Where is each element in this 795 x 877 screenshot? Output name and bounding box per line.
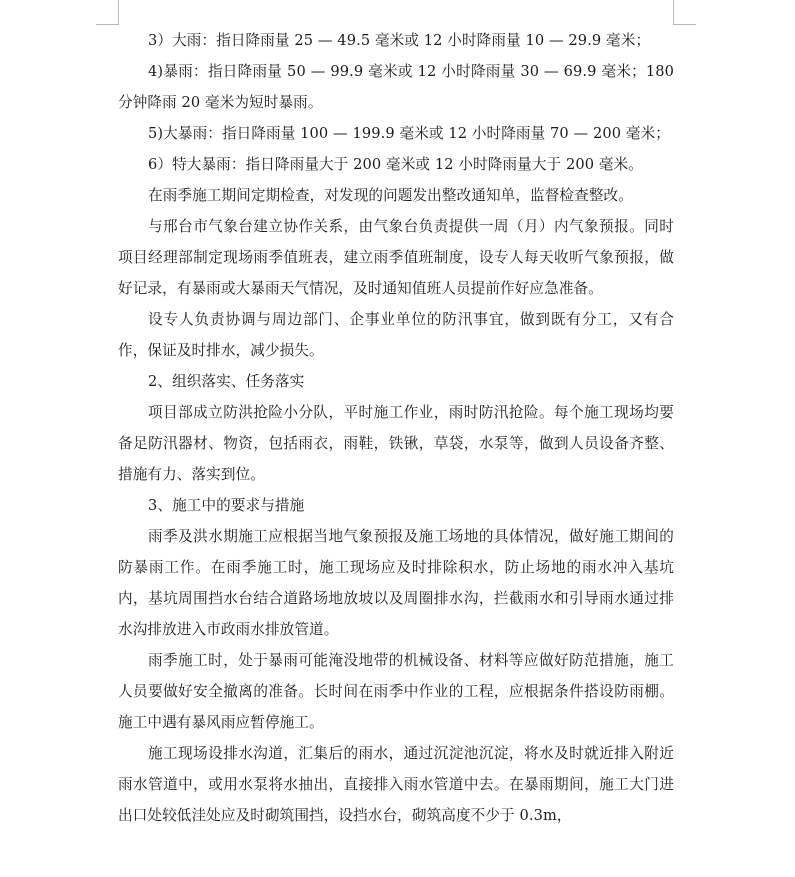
crop-mark-top-right	[673, 0, 674, 25]
section-heading-requirements: 3、施工中的要求与措施	[148, 497, 305, 514]
paragraph-weather-forecast: 与邢台市气象台建立协作关系，由气象台负责提供一周（月）内气象预报。同时项目经理部制定现场雨季值班表，建立雨季值班制度，设专人每天收听气象预报，做好记录，有暴雨或大暴雨天气情况，及时通知值班人员提前作好应急准备。	[118, 218, 674, 297]
crop-mark-top-right	[674, 24, 696, 25]
paragraph-extreme-rainstorm: 6）特大暴雨：指日降雨量大于 200 毫米或 12 小时降雨量大于 200 毫米。	[148, 156, 643, 173]
paragraph-inspection: 在雨季施工期间定期检查，对发现的问题发出整改通知单，监督检查整改。	[148, 187, 633, 204]
paragraph-rainstorm: 4)暴雨：指日降雨量 50 — 99.9 毫米或 12 小时降雨量 30 — 69.9 毫米；180 分钟降雨 20 毫米为短时暴雨。	[118, 63, 674, 111]
paragraph-drainage: 施工现场设排水沟道，汇集后的雨水，通过沉淀池沉淀，将水及时就近排入附近雨水管道中，或用水泵将水抽出，直接排入雨水管道中去。在暴雨期间，施工大门进出口处较低洼处应及时砌筑围挡，设挡水台，砌筑高度不少于 0.3m，	[118, 745, 674, 824]
paragraph-heavy-rain: 3）大雨：指日降雨量 25 — 49.5 毫米或 12 小时降雨量 10 — 29.9 毫米；	[148, 32, 651, 49]
document-body	[118, 25, 674, 831]
section-heading-organization: 2、组织落实、任务落实	[148, 373, 305, 390]
crop-mark-top-left	[96, 24, 118, 25]
paragraph-flood-team: 项目部成立防洪抢险小分队，平时施工作业，雨时防汛抢险。每个施工现场均要备足防汛器材、物资，包括雨衣，雨鞋，铁锹，草袋，水泵等，做到人员设备齐整、措施有力、落实到位。	[118, 404, 674, 483]
paragraph-flood-season: 雨季及洪水期施工应根据当地气象预报及施工场地的具体情况，做好施工期间的防暴雨工作。在雨季施工时，施工现场应及时排除积水，防止场地的雨水冲入基坑内，基坑周围挡水台结合道路场地放坡以及周圈排水沟，拦截雨水和引导雨水通过排水沟排放进入市政雨水排放管道。	[118, 528, 674, 638]
paragraph-heavy-rainstorm: 5)大暴雨：指日降雨量 100 — 199.9 毫米或 12 小时降雨量 70 — 200 毫米；	[148, 125, 670, 142]
crop-mark-top-left	[118, 0, 119, 25]
paragraph-rain-safety: 雨季施工时，处于暴雨可能淹没地带的机械设备、材料等应做好防范措施，施工人员要做好安全撤离的准备。长时间在雨季中作业的工程，应根据条件搭设防雨棚。施工中遇有暴风雨应暂停施工。	[118, 652, 674, 731]
paragraph-coordination: 设专人负责协调与周边部门、企事业单位的防汛事宜，做到既有分工，又有合作，保证及时排水，减少损失。	[118, 311, 674, 359]
